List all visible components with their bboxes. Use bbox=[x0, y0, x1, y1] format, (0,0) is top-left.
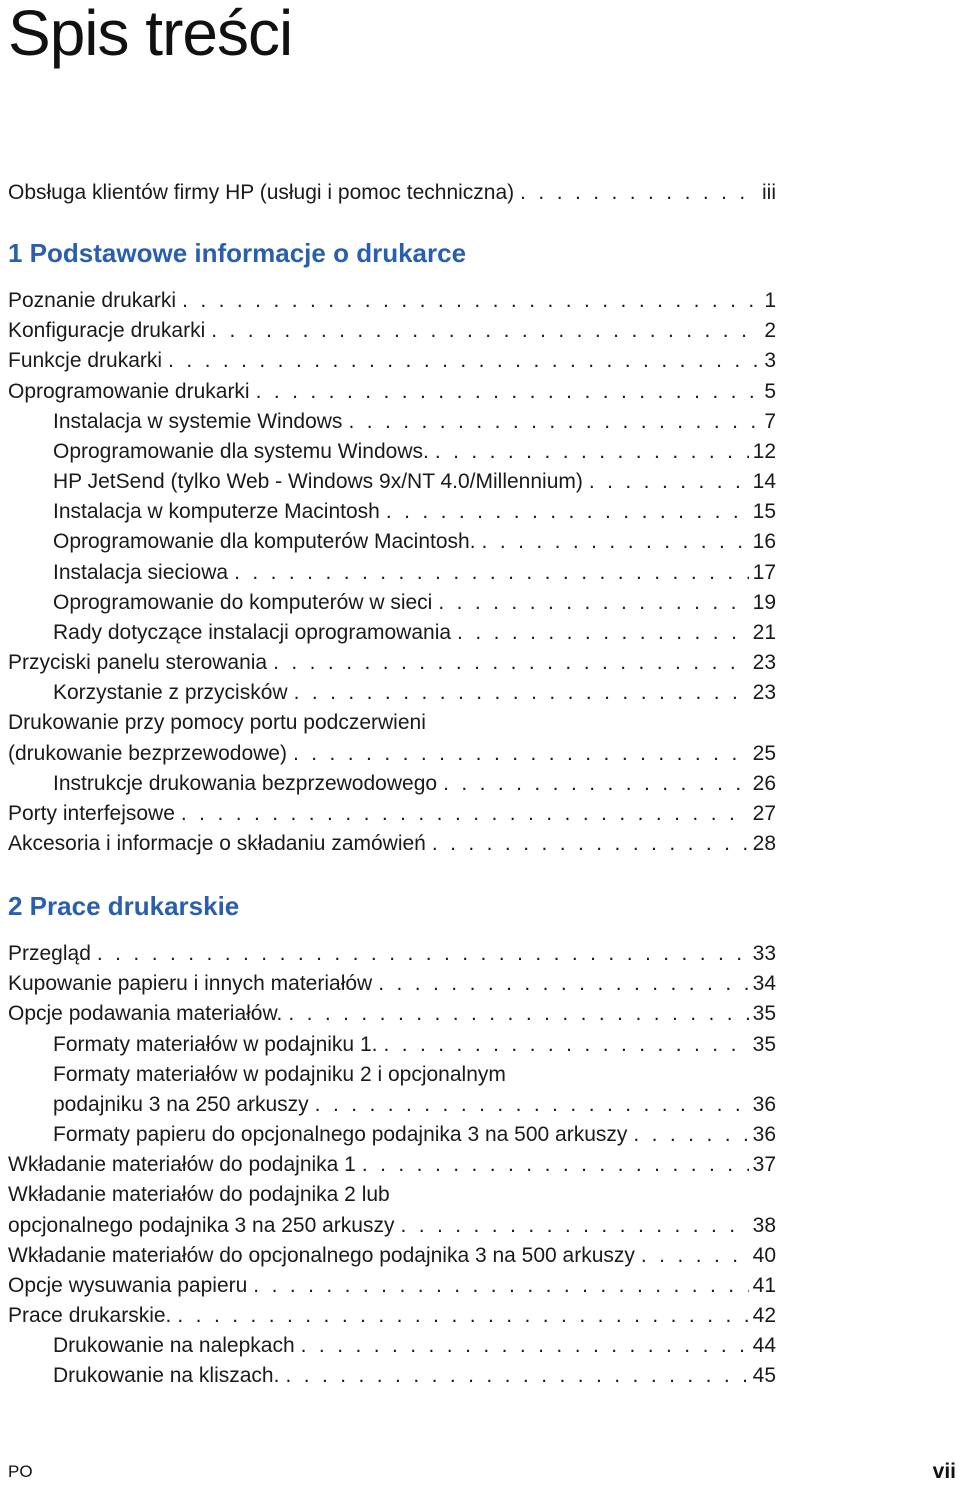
toc-entry[interactable] bbox=[8, 1090, 776, 1120]
toc-entry-page: 38 bbox=[752, 1213, 776, 1237]
toc-entry-line[interactable] bbox=[8, 708, 776, 738]
toc-entry[interactable] bbox=[8, 377, 776, 407]
toc-entry-text: Korzystanie z przycisków bbox=[53, 681, 288, 705]
toc-entry-text: Oprogramowanie dla systemu Windows. bbox=[53, 439, 429, 463]
toc-entry-text: Formaty materiałów w podajniku 1. bbox=[53, 1032, 378, 1056]
toc-entry-text: Obsługa klientów firmy HP (usługi i pomoc techniczna) bbox=[8, 181, 515, 204]
toc-entry[interactable] bbox=[8, 1120, 776, 1150]
toc-entry-text: Przyciski panelu sterowania bbox=[8, 651, 268, 675]
toc-entry-text: Drukowanie na nalepkach bbox=[53, 1334, 295, 1358]
dot-leader bbox=[285, 1361, 748, 1391]
toc-entry-page: 35 bbox=[752, 1002, 776, 1026]
dot-leader bbox=[182, 286, 760, 316]
page-title: Spis treści bbox=[8, 0, 293, 69]
toc-entry[interactable] bbox=[8, 739, 776, 769]
toc-entry[interactable] bbox=[8, 1301, 776, 1331]
toc-entry-page: 5 bbox=[764, 379, 776, 403]
toc-entry[interactable] bbox=[8, 558, 776, 588]
toc-entry[interactable] bbox=[8, 1241, 776, 1271]
toc-entry-page: 36 bbox=[752, 1092, 776, 1116]
toc-entry-text: Instalacja w komputerze Macintosh bbox=[53, 500, 380, 524]
dot-leader bbox=[301, 1331, 749, 1361]
toc-entry-page: 27 bbox=[752, 801, 776, 825]
toc-entry[interactable] bbox=[8, 1331, 776, 1361]
dot-leader bbox=[589, 467, 749, 497]
toc-entry-text: Drukowanie przy pomocy portu podczerwieni bbox=[8, 711, 426, 735]
toc-entry-page: 44 bbox=[752, 1334, 776, 1358]
toc-entry-text: Prace drukarskie. bbox=[8, 1304, 172, 1327]
toc-entry-page: 35 bbox=[752, 1032, 776, 1056]
dot-leader bbox=[435, 437, 749, 467]
toc-entry-page: 36 bbox=[752, 1123, 776, 1147]
dot-leader bbox=[234, 558, 749, 588]
toc-entry[interactable] bbox=[8, 1150, 776, 1180]
toc-entry-page: 41 bbox=[752, 1273, 776, 1297]
dot-leader bbox=[633, 1120, 748, 1150]
dot-leader bbox=[386, 497, 749, 527]
toc-entry-line[interactable] bbox=[8, 1060, 776, 1090]
footer-language-code: PO bbox=[8, 1462, 33, 1481]
toc-entry[interactable] bbox=[8, 346, 776, 376]
toc-entry-page: iii bbox=[762, 181, 776, 204]
dot-leader bbox=[641, 1241, 749, 1271]
toc-entry-text: Przegląd bbox=[8, 942, 91, 966]
toc-entry-text: Oprogramowanie dla komputerów Macintosh. bbox=[53, 530, 476, 554]
dot-leader bbox=[378, 969, 748, 999]
toc-entry-text: Konfiguracje drukarki bbox=[8, 319, 206, 343]
dot-leader bbox=[256, 377, 761, 407]
toc-entry-text: Oprogramowanie do komputerów w sieci bbox=[53, 590, 433, 614]
toc-entry-continuation: (drukowanie bezprzewodowe) bbox=[8, 741, 287, 765]
toc-entry-page: 17 bbox=[752, 560, 776, 584]
toc-entry-page: 37 bbox=[752, 1153, 776, 1177]
toc-entry-page: 45 bbox=[752, 1364, 776, 1388]
toc-entry[interactable] bbox=[8, 1030, 776, 1060]
toc-entry-page: 42 bbox=[752, 1304, 776, 1327]
toc-entry-page: 25 bbox=[752, 741, 776, 765]
toc-entry-page: 19 bbox=[752, 590, 776, 614]
toc-entry-text: Instalacja sieciowa bbox=[53, 560, 229, 584]
toc-entry-text: Kupowanie papieru i innych materiałów bbox=[8, 972, 373, 996]
toc-entry-text: Akcesoria i informacje o składaniu zamówień bbox=[8, 831, 426, 855]
dot-leader bbox=[294, 678, 749, 708]
toc-entry[interactable] bbox=[8, 939, 776, 969]
toc-entry-page: 3 bbox=[764, 349, 776, 373]
toc-entry-text: Opcje podawania materiałów. bbox=[8, 1002, 283, 1026]
dot-leader bbox=[97, 939, 749, 969]
toc-entry-page: 1 bbox=[764, 289, 776, 313]
dot-leader bbox=[457, 618, 749, 648]
toc-entry[interactable] bbox=[8, 1361, 776, 1391]
toc-entry-text: Wkładanie materiałów do podajnika 1 bbox=[8, 1153, 356, 1177]
toc-entry-text: Instalacja w systemie Windows bbox=[53, 409, 343, 433]
toc-entry[interactable] bbox=[8, 286, 776, 316]
dot-leader bbox=[432, 829, 749, 859]
toc-entry-page: 7 bbox=[764, 409, 776, 433]
dot-leader bbox=[181, 799, 749, 829]
dot-leader bbox=[211, 316, 760, 346]
toc-entry-text: Opcje wysuwania papieru bbox=[8, 1273, 248, 1297]
dot-leader bbox=[288, 999, 748, 1029]
toc-entry-text: Funkcje drukarki bbox=[8, 349, 163, 373]
toc-entry-continuation: opcjonalnego podajnika 3 na 250 arkuszy bbox=[8, 1213, 395, 1237]
toc-entry[interactable] bbox=[8, 648, 776, 678]
dot-leader bbox=[482, 527, 749, 557]
toc-entry[interactable] bbox=[8, 407, 776, 437]
toc-entry-page: 15 bbox=[752, 500, 776, 524]
toc-entry[interactable] bbox=[8, 316, 776, 346]
toc-entry-page: 12 bbox=[752, 439, 776, 463]
toc-entry-page: 16 bbox=[752, 530, 776, 554]
toc-entry-page: 40 bbox=[752, 1243, 776, 1267]
toc-entry[interactable] bbox=[8, 678, 776, 708]
toc-entry[interactable] bbox=[8, 999, 776, 1029]
toc-entry-continuation: podajniku 3 na 250 arkuszy bbox=[53, 1092, 309, 1116]
dot-leader bbox=[177, 1301, 748, 1331]
toc-entry[interactable] bbox=[8, 467, 776, 497]
dot-leader bbox=[253, 1271, 748, 1301]
toc-entry[interactable] bbox=[8, 437, 776, 467]
toc-entry-text: Rady dotyczące instalacji oprogramowania bbox=[53, 620, 452, 644]
toc-entry[interactable] bbox=[8, 829, 776, 859]
toc-entry-page: 23 bbox=[752, 651, 776, 675]
chapter-heading[interactable]: 1 Podstawowe informacje o drukarce bbox=[8, 238, 467, 269]
dot-leader bbox=[383, 1030, 748, 1060]
toc-entry-text: Oprogramowanie drukarki bbox=[8, 379, 250, 403]
toc-entry-page: 28 bbox=[752, 831, 776, 855]
toc-entry-text: Wkładanie materiałów do opcjonalnego podajnika 3 na 500 arkuszy bbox=[8, 1243, 635, 1267]
toc-entry-intro[interactable] bbox=[8, 178, 776, 208]
toc-entry-line[interactable] bbox=[8, 1180, 776, 1210]
dot-leader bbox=[168, 346, 760, 376]
toc-entry-text: Wkładanie materiałów do podajnika 2 lub bbox=[8, 1183, 390, 1207]
dot-leader bbox=[273, 648, 749, 678]
toc-entry[interactable] bbox=[8, 1211, 776, 1241]
chapter-heading[interactable]: 2 Prace drukarskie bbox=[8, 891, 240, 922]
dot-leader bbox=[520, 178, 758, 208]
toc-entry-page: 2 bbox=[764, 319, 776, 343]
toc-entry[interactable] bbox=[8, 769, 776, 799]
toc-entry[interactable] bbox=[8, 618, 776, 648]
toc-entry[interactable] bbox=[8, 588, 776, 618]
toc-entry-page: 14 bbox=[752, 470, 776, 494]
toc-entry-text: HP JetSend (tylko Web - Windows 9x/NT 4.0/Millennium) bbox=[53, 470, 583, 494]
toc-entry-text: Formaty materiałów w podajniku 2 i opcjonalnym bbox=[53, 1062, 506, 1086]
toc-entry-page: 34 bbox=[752, 972, 776, 996]
dot-leader bbox=[362, 1150, 749, 1180]
toc-entry-page: 21 bbox=[752, 620, 776, 644]
footer-page-number: vii bbox=[932, 1460, 956, 1483]
toc-entry-page: 33 bbox=[752, 942, 776, 966]
table-of-contents bbox=[8, 178, 776, 1391]
dot-leader bbox=[400, 1211, 748, 1241]
toc-entry[interactable] bbox=[8, 497, 776, 527]
dot-leader bbox=[438, 588, 748, 618]
dot-leader bbox=[348, 407, 760, 437]
toc-entry-text: Poznanie drukarki bbox=[8, 289, 177, 313]
toc-entry[interactable] bbox=[8, 1271, 776, 1301]
dot-leader bbox=[443, 769, 749, 799]
toc-entry[interactable] bbox=[8, 799, 776, 829]
toc-entry-page: 23 bbox=[752, 681, 776, 705]
toc-entry-text: Formaty papieru do opcjonalnego podajnika 3 na 500 arkuszy bbox=[53, 1123, 628, 1147]
dot-leader bbox=[293, 739, 749, 769]
toc-entry-text: Drukowanie na kliszach. bbox=[53, 1364, 280, 1388]
toc-entry-text: Porty interfejsowe bbox=[8, 801, 175, 825]
toc-entry-page: 26 bbox=[752, 771, 776, 795]
toc-entry-text: Instrukcje drukowania bezprzewodowego bbox=[53, 771, 438, 795]
toc-entry[interactable] bbox=[8, 969, 776, 999]
dot-leader bbox=[315, 1090, 749, 1120]
toc-entry[interactable] bbox=[8, 527, 776, 557]
